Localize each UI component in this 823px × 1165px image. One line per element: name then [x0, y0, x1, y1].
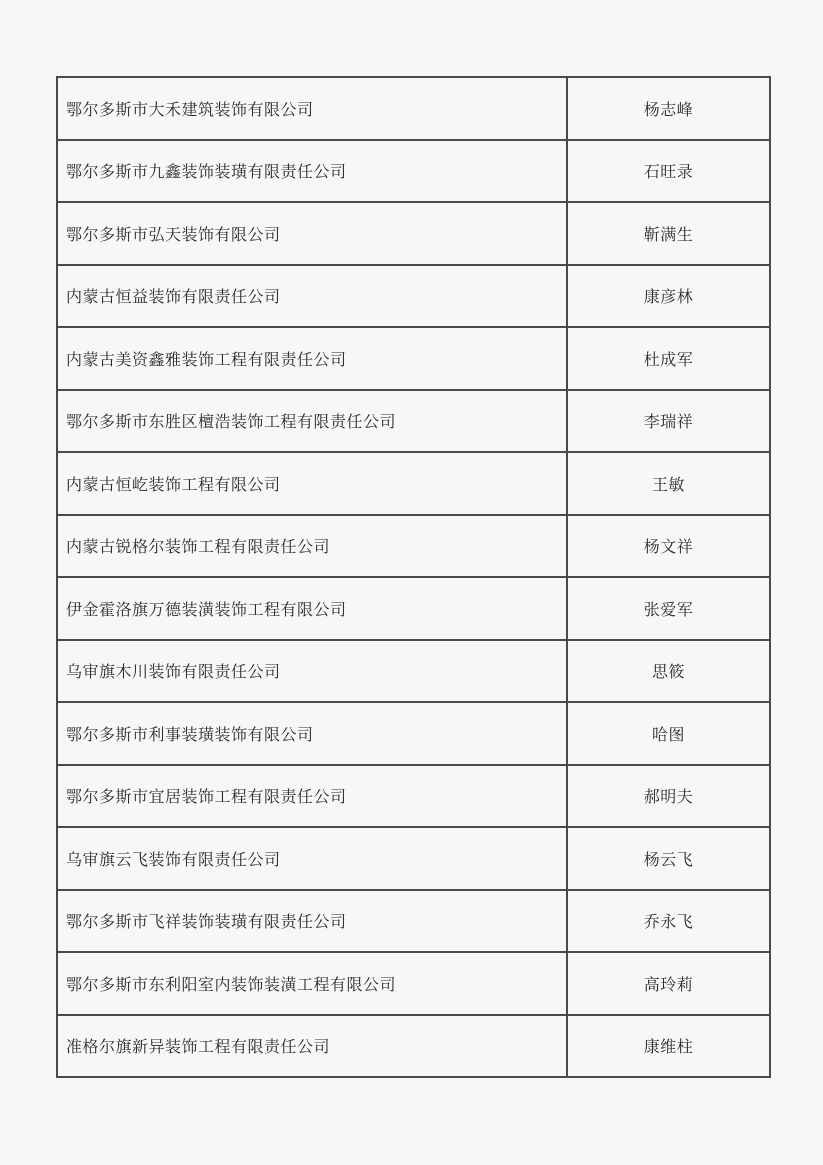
table-row	[57, 765, 770, 828]
company-name-cell: 伊金霍洛旗万德装潢装饰工程有限公司	[57, 577, 567, 640]
company-name-cell: 鄂尔多斯市利事装璜装饰有限公司	[57, 702, 567, 765]
table-row	[57, 702, 770, 765]
company-name-cell: 鄂尔多斯市九鑫装饰装璜有限责任公司	[57, 140, 567, 203]
person-name-cell: 杨文祥	[567, 515, 770, 578]
person-name-cell: 石旺录	[567, 140, 770, 203]
table-row	[57, 515, 770, 578]
company-name-cell: 鄂尔多斯市宜居装饰工程有限责任公司	[57, 765, 567, 828]
person-name-cell: 杜成军	[567, 327, 770, 390]
person-name-cell: 王敏	[567, 452, 770, 515]
person-name-cell: 康维柱	[567, 1015, 770, 1078]
person-name-cell: 康彦林	[567, 265, 770, 328]
table-row	[57, 390, 770, 453]
company-name-cell: 内蒙古恒益装饰有限责任公司	[57, 265, 567, 328]
person-name-cell: 郝明夫	[567, 765, 770, 828]
person-name-cell: 李瑞祥	[567, 390, 770, 453]
person-name-cell: 思筱	[567, 640, 770, 703]
table-row	[57, 952, 770, 1015]
company-name-cell: 鄂尔多斯市东胜区檀浩装饰工程有限责任公司	[57, 390, 567, 453]
company-table	[56, 76, 771, 1078]
company-name-cell: 内蒙古恒屹装饰工程有限公司	[57, 452, 567, 515]
company-name-cell: 鄂尔多斯市大禾建筑装饰有限公司	[57, 77, 567, 140]
company-name-cell: 鄂尔多斯市东利阳室内装饰装潢工程有限公司	[57, 952, 567, 1015]
table-row	[57, 827, 770, 890]
person-name-cell: 杨云飞	[567, 827, 770, 890]
table-row	[57, 202, 770, 265]
company-name-cell: 鄂尔多斯市弘天装饰有限公司	[57, 202, 567, 265]
table-row	[57, 77, 770, 140]
table-row	[57, 640, 770, 703]
table-row	[57, 327, 770, 390]
table-row	[57, 1015, 770, 1078]
company-name-cell: 乌审旗云飞装饰有限责任公司	[57, 827, 567, 890]
table-row	[57, 890, 770, 953]
table-row	[57, 265, 770, 328]
table-row	[57, 452, 770, 515]
company-name-cell: 内蒙古锐格尔装饰工程有限责任公司	[57, 515, 567, 578]
person-name-cell: 张爱军	[567, 577, 770, 640]
table-row	[57, 577, 770, 640]
company-name-cell: 准格尔旗新异装饰工程有限责任公司	[57, 1015, 567, 1078]
company-name-cell: 鄂尔多斯市飞祥装饰装璜有限责任公司	[57, 890, 567, 953]
company-name-cell: 乌审旗木川装饰有限责任公司	[57, 640, 567, 703]
company-name-cell: 内蒙古美资鑫雅装饰工程有限责任公司	[57, 327, 567, 390]
table-row	[57, 140, 770, 203]
person-name-cell: 乔永飞	[567, 890, 770, 953]
person-name-cell: 杨志峰	[567, 77, 770, 140]
person-name-cell: 靳满生	[567, 202, 770, 265]
person-name-cell: 哈图	[567, 702, 770, 765]
person-name-cell: 高玲莉	[567, 952, 770, 1015]
